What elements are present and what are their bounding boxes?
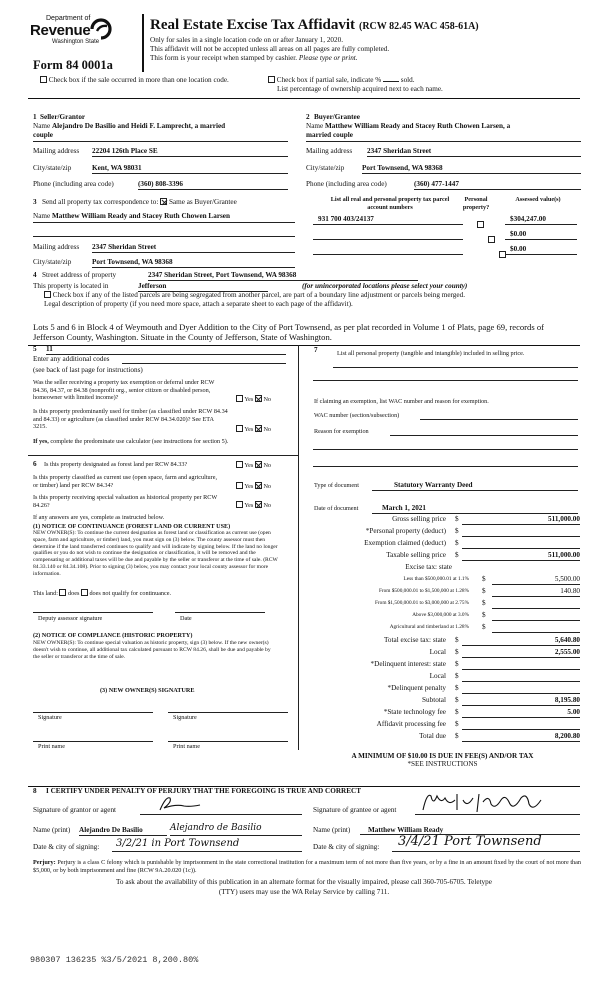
section5-num: 5 (33, 345, 37, 353)
tier2-dollar: $ (482, 587, 486, 595)
multi-location-checkbox[interactable] (40, 76, 47, 83)
see-instructions: *SEE INSTRUCTIONS (407, 760, 478, 768)
section6-q1-answer (236, 461, 271, 470)
tech-fee-dollar: $ (455, 708, 459, 716)
buyer-heading: Buyer/Grantee (314, 113, 360, 121)
parcel-row-3-line (313, 254, 463, 255)
section5-rule (28, 455, 298, 456)
section5-q1-no: No (263, 396, 271, 403)
section5-q1-yes: Yes (244, 396, 254, 403)
section6-q1-no-checkbox[interactable] (255, 461, 262, 468)
owner-print-line-1 (33, 741, 153, 742)
section5-q1: Was the seller receiving a property tax exemption or deferral under RCW 84.36, 84.37, or 84.38 (nonprofit org., senior citizen or disabled person, homeowner with limited income)? (33, 379, 215, 401)
section6-q3-yes: Yes (244, 502, 254, 509)
parcel-row-1-number[interactable]: 931 700 403/24137 (318, 215, 374, 223)
owner-sig-line-2 (168, 712, 288, 713)
tier1-label: Less than $500,000.01 at 1.1% (403, 576, 469, 582)
total-due-value[interactable]: 8,200.80 (462, 732, 580, 742)
dor-dept-line1: Department of (46, 15, 91, 22)
notice1-title: (1) NOTICE OF CONTINUANCE (FOREST LAND OR CURRENT USE) (33, 523, 231, 530)
grantor-sig-label: Signature of grantor or agent (33, 806, 117, 814)
correspondence-name-row (33, 212, 295, 221)
grantee-name-label: Name (print) (313, 826, 351, 834)
buyer-mailing[interactable]: 2347 Sheridan Street (367, 147, 581, 157)
grantor-sig-field[interactable] (140, 796, 302, 815)
correspondence-city[interactable]: Port Townsend, WA 98368 (92, 258, 295, 268)
seller-city-label: City/state/zip (33, 164, 72, 172)
correspondence-name[interactable]: Matthew William Ready and Stacey Ruth Chowen Larsen (51, 212, 230, 220)
tier4-dollar: $ (482, 611, 486, 619)
correspondence-row (33, 198, 237, 207)
tier4-value[interactable] (492, 611, 580, 621)
deputy-sig-label: Deputy assessor signature (38, 615, 103, 622)
tier2-label: From $500,000.01 to $1,500,000 at 1.28% (378, 588, 469, 594)
section7-label: List all personal property (tangible and intangible) included in selling price. (337, 350, 525, 357)
delinq-local-dollar: $ (455, 672, 459, 680)
taxable-value[interactable]: 511,000.00 (462, 551, 580, 561)
section6-q2-yes-checkbox[interactable] (236, 482, 243, 489)
section5-q2-no-checkbox[interactable] (255, 425, 262, 432)
tier3-value[interactable] (492, 599, 580, 609)
parcel-row-1-line (313, 224, 463, 225)
property-segregated-checkbox[interactable] (44, 291, 51, 298)
section5-if-yes (33, 438, 248, 446)
seller-phone-label: Phone (including area code) (33, 180, 114, 188)
partial-sale-label: Check box if partial sale, indicate % (276, 76, 382, 84)
owner-sig-label-2: Signature (173, 714, 197, 721)
deputy-date-line (175, 612, 265, 613)
property-street-label: Street address of property (42, 271, 117, 279)
grantee-sig-field[interactable] (415, 796, 580, 815)
buyer-phone-label: Phone (including area code) (306, 180, 387, 188)
form-title-suffix: (RCW 82.45 WAC 458-61A) (359, 21, 479, 32)
parcel-row-2-personal-checkbox[interactable] (488, 236, 495, 243)
delinq-state-value[interactable] (462, 660, 580, 670)
section6-q1-yes: Yes (244, 462, 254, 469)
this-land-label: This land: (33, 590, 58, 597)
total-state-value[interactable]: 5,640.80 (462, 636, 580, 646)
local-dollar: $ (455, 648, 459, 656)
header-divider (142, 14, 144, 72)
multi-location-row (40, 76, 229, 85)
seller-name-2[interactable]: couple (33, 131, 53, 139)
buyer-city[interactable]: Port Townsend, WA 98368 (362, 164, 581, 174)
section6-q2-no-checkbox[interactable] (255, 482, 262, 489)
total-due-label: Total due (419, 732, 446, 740)
deputy-sig-line (33, 612, 153, 613)
partial-sale-note: List percentage of ownership acquired next to each name. (277, 85, 443, 93)
doc-type-label: Type of document (314, 482, 359, 489)
tech-fee-label: *State technology fee (383, 708, 446, 716)
tier1-dollar: $ (482, 575, 486, 583)
correspondence-num: 3 (33, 198, 37, 206)
ag-label: Agricultural and timberland at 1.28% (389, 624, 469, 630)
grantor-handwritten-name[interactable]: Alejandro de Basilio (170, 823, 302, 836)
header-rule (28, 98, 580, 99)
parcel-row-1-value[interactable]: $304,247.00 (510, 215, 546, 223)
correspondence-mailing-label: Mailing address (33, 243, 80, 251)
dor-dept-line3: Washington State (52, 39, 100, 45)
header-note-3-italic: Please type or print. (298, 54, 358, 62)
section5-q2-yes: Yes (244, 426, 254, 433)
partial-sale-sold: sold. (400, 76, 415, 84)
buyer-phone[interactable]: (360) 477-1447 (414, 180, 581, 190)
perjury-block (33, 859, 581, 874)
exemption-claimed-value[interactable] (462, 539, 580, 549)
grantor-name-label: Name (print) (33, 826, 71, 834)
correspondence-city-label: City/state/zip (33, 258, 72, 266)
minimum-due: A MINIMUM OF $10.00 IS DUE IN FEE(S) AND/OR TAX (351, 752, 534, 760)
tech-fee-value[interactable]: 5.00 (462, 708, 580, 718)
property-segregated-row (44, 291, 584, 300)
grantee-signature (417, 790, 557, 816)
reason-label: Reason for exemption (314, 428, 369, 435)
section6-if-any: If any answers are yes, complete as instructed below. (33, 514, 165, 521)
total-state-label: Total excise tax: state (384, 636, 446, 644)
delinq-pen-value[interactable] (462, 684, 580, 694)
section7-line-2 (313, 380, 578, 381)
property-street[interactable]: 2347 Sheridan Street, Port Townsend, WA 98368 (148, 271, 418, 281)
buyer-mailing-label: Mailing address (306, 147, 353, 155)
doc-date-label: Date of document (314, 505, 359, 512)
this-land-row (33, 589, 171, 598)
exemption-label: If claiming an exemption, list WAC number and reason for exemption. (314, 398, 489, 405)
correspondence-line-2 (33, 236, 295, 237)
section6-q2-yes: Yes (244, 483, 254, 490)
personal-dollar: $ (455, 527, 459, 535)
affidavit-fee-value[interactable] (462, 720, 580, 730)
section6-q1: Is this property designated as forest land per RCW 84.33? (44, 461, 188, 468)
local-value[interactable]: 2,555.00 (462, 648, 580, 658)
property-legal-label: Legal description of property (if you need more space, attach a separate sheet to each page of the affidavit). (44, 300, 353, 308)
section6-num: 6 (33, 460, 37, 468)
certify-text: I CERTIFY UNDER PENALTY OF PERJURY THAT THE FOREGOING IS TRUE AND CORRECT (46, 787, 361, 795)
section6-q3-answer (236, 501, 271, 510)
doc-date[interactable]: March 1, 2021 (372, 504, 578, 514)
gross-dollar: $ (455, 515, 459, 523)
personal-label: *Personal property (deduct) (365, 527, 446, 535)
parcel-row-2-value[interactable]: $0.00 (510, 230, 527, 238)
section5-q2-answer (236, 425, 271, 434)
tier3-dollar: $ (482, 599, 486, 607)
notice1-body: NEW OWNER(S): To continue the current designation as forest land or classification as current use (open space, farm and agriculture, or timber) land, you must sign on (3) below. The county assessor must then determine if the land transferred continues to qualify and will indicate by signing below. If the land no longer qualifies or you do not wish to continue the designation or classification, it will be removed and the compensating or additional taxes will be due and payable by the seller or transferor at the time of sale. (RCW 84.33.140 or 84.34.108). Prior to signing (3) below, you may contact your local county assessor for more information. (33, 530, 278, 577)
buyer-name-2[interactable]: married couple (306, 131, 353, 139)
ag-dollar: $ (482, 623, 486, 631)
grantor-signature (156, 794, 216, 814)
perjury-text: Perjury is a class C felony which is punishable by imprisonment in the state correctional institution for a maximum term of not more than five years, or by a fine in an amount fixed by the court of not more than $5,000, or by both imprisonment and fine (RCW 9A.20.020 (1c)). (33, 859, 581, 874)
header-note-3-text: This form is your receipt when stamped by cashier. (150, 54, 298, 62)
seller-phone[interactable]: (360) 808-3396 (138, 180, 288, 190)
gross-value[interactable]: 511,000.00 (462, 515, 580, 525)
notice2-title: (2) NOTICE OF COMPLIANCE (HISTORIC PROPERTY) (33, 632, 193, 639)
section6-q3-no: No (263, 502, 271, 509)
parcel-row-1-personal-checkbox[interactable] (477, 221, 484, 228)
property-segregated-label: Check box if any of the listed parcels are being segregated from another parcel, are part of a boundary line adjustment or parcels being merged. (52, 291, 465, 299)
reason-line-2 (313, 449, 578, 450)
this-land-does-not-checkbox[interactable] (81, 589, 88, 596)
parcel-row-3-value-line (505, 254, 577, 255)
excise-state-label: Excise tax: state (405, 563, 452, 571)
tier3-label: From $1,500,000.01 to $3,000,000 at 2.75% (374, 600, 469, 606)
reason-field[interactable] (390, 428, 578, 436)
section7-num: 7 (314, 346, 318, 354)
section6-q2-answer (236, 482, 271, 491)
section5-q1-yes-checkbox[interactable] (236, 395, 243, 402)
column-divider (298, 345, 299, 750)
cashier-stamp: 980307 136235 %3/5/2021 8,200.80% (30, 955, 199, 965)
notice2-body: NEW OWNER(S): To continue special valuation as historic property, sign (3) below. If the new owner(s) doesn't wish to continue, all additional tax calculated pursuant to RCW 84.26, shall be due and payable by the seller or transferor at the time of sale. (33, 640, 271, 660)
ag-value[interactable] (492, 623, 580, 633)
correspondence-name-label: Name (33, 212, 51, 220)
parcel-row-2-value-line (505, 239, 577, 240)
notice3-title: (3) NEW OWNER(S) SIGNATURE (100, 687, 195, 694)
section5-q2: Is this property predominantly used for timber (as classified under RCW 84.34 and 84.33) or agriculture (as classified under RCW 84.34.020)? See ETA 3215. (33, 408, 228, 430)
personal-value[interactable] (462, 527, 580, 537)
same-as-buyer-label: Same as Buyer/Grantee (168, 198, 237, 206)
partial-sale-checkbox[interactable] (268, 76, 275, 83)
perjury-label: Perjury: (33, 859, 56, 866)
owner-sig-label-1: Signature (38, 714, 62, 721)
affidavit-fee-dollar: $ (455, 720, 459, 728)
form-title: Real Estate Excise Tax Affidavit (150, 17, 355, 33)
grantee-date-city-label: Date & city of signing: (313, 843, 380, 851)
buyer-name-line (306, 141, 581, 142)
affidavit-fee-label: Affidavit processing fee (376, 720, 446, 728)
parcels-col3-header: Assessed value(s) (515, 196, 561, 203)
section5-q2-yes-checkbox[interactable] (236, 425, 243, 432)
delinq-local-label: Local (429, 672, 446, 680)
section6-q2: Is this property classified as current use (open space, farm and agriculture, or timber) land per RCW 84.34? (33, 474, 218, 489)
partial-sale-percent-field[interactable] (383, 81, 399, 82)
this-land-does: does (68, 590, 80, 597)
this-land-does-checkbox[interactable] (59, 589, 66, 596)
grantee-name[interactable]: Matthew William Ready (360, 826, 580, 835)
section5-if-yes-rest: complete the predominate use calculator (see instructions for section 5). (50, 438, 229, 445)
property-located[interactable]: Jefferson (138, 282, 268, 292)
grantor-name[interactable]: Alejandro De Basilio (79, 826, 167, 836)
header-note-3 (150, 54, 358, 63)
correspondence-label: Send all property tax correspondence to: (41, 198, 159, 206)
dor-dept-line2: Revenue (30, 22, 91, 39)
buyer-city-label: City/state/zip (306, 164, 345, 172)
total-due-dollar: $ (455, 732, 459, 740)
seller-mailing-label: Mailing address (33, 147, 80, 155)
section6-q3-yes-checkbox[interactable] (236, 501, 243, 508)
dor-logo-icon (88, 18, 114, 40)
seller-name[interactable]: Alejandro De Basilio and Heidi F. Lamprecht, a married (51, 122, 226, 130)
section5-q1-no-checkbox[interactable] (255, 395, 262, 402)
correspondence-mailing[interactable]: 2347 Sheridan Street (92, 243, 295, 253)
owner-print-label-2: Print name (173, 743, 200, 750)
tier4-label: Above $3,000,000 at 3.0% (412, 612, 469, 618)
section7-line-1 (333, 367, 578, 368)
parcels-col1-header: List all real and personal property tax parcel account numbers (330, 196, 450, 211)
delinq-pen-dollar: $ (455, 684, 459, 692)
correspondence-line-1 (33, 222, 295, 223)
section5-codes-label: Enter any additional codes (33, 355, 110, 363)
seller-name-row (33, 122, 288, 131)
section6-q2-no: No (263, 483, 271, 490)
deputy-date-label: Date (180, 615, 192, 622)
form-number: Form 84 0001a (33, 58, 113, 72)
partial-sale-row (268, 76, 415, 85)
section5-if-yes-bold: If yes, (33, 438, 49, 445)
subtotal-label: Subtotal (422, 696, 446, 704)
form-title-block (150, 16, 479, 34)
buyer-num: 2 (306, 113, 310, 121)
subtotal-value[interactable]: 8,195.80 (462, 696, 580, 706)
buyer-name-row (306, 122, 581, 131)
exemption-claimed-dollar: $ (455, 539, 459, 547)
ask-line-1: To ask about the availability of this publication in an alternate format for the visually impaired, please call 360-705-6705. Teletype (116, 878, 492, 886)
section5-q1-answer (236, 395, 271, 404)
header-note-2: This affidavit will not be accepted unless all areas on all pages are fully completed. (150, 45, 390, 53)
property-located-label: This property is located in (33, 282, 109, 290)
tier1-value[interactable]: 5,500.00 (492, 575, 580, 585)
owner-sig-line-1 (33, 712, 153, 713)
section6-q3-no-checkbox[interactable] (255, 501, 262, 508)
owner-print-line-2 (168, 741, 288, 742)
parcel-row-2-line (313, 239, 463, 240)
section5-value[interactable]: 11 (46, 345, 286, 355)
subtotal-dollar: $ (455, 696, 459, 704)
section5-q2-no: No (263, 426, 271, 433)
parcels-col2-header: Personal property? (462, 196, 490, 211)
taxable-dollar: $ (455, 551, 459, 559)
doc-type[interactable]: Statutory Warranty Deed (372, 481, 578, 491)
seller-heading: Seller/Grantor (40, 113, 86, 121)
wac-field[interactable] (420, 412, 578, 420)
dor-logo (30, 15, 125, 50)
grantee-sig-label: Signature of grantee or agent (313, 806, 397, 814)
property-unincorporated: (for unincorporated locations please select your county) (302, 282, 468, 290)
gross-label: Gross selling price (392, 515, 446, 523)
tier2-value[interactable]: 140.80 (492, 587, 580, 597)
delinq-pen-label: *Delinquent penalty (387, 684, 446, 692)
owner-print-label-1: Print name (38, 743, 65, 750)
local-label: Local (429, 648, 446, 656)
seller-city[interactable]: Kent, WA 98031 (92, 164, 288, 174)
reason-line-3 (313, 466, 578, 467)
section5-codes-note: (see back of last page for instructions) (33, 366, 143, 374)
section5-codes-field[interactable] (122, 355, 286, 364)
same-as-buyer-checkbox[interactable] (160, 198, 167, 205)
grantor-date-city[interactable]: 3/2/21 in Port Townsend (112, 838, 302, 852)
section6-q1-no: No (263, 462, 271, 469)
seller-name-line (33, 141, 288, 142)
parcel-row-1-value-line (505, 224, 577, 225)
taxable-label: Taxable selling price (386, 551, 446, 559)
section6-q3: Is this property receiving special valuation as historical property per RCW 84.26? (33, 494, 218, 509)
section8-num: 8 (33, 787, 37, 795)
header-note-1: Only for sales in a single location code on or after January 1, 2020. (150, 36, 344, 44)
parcel-row-3-value[interactable]: $0.00 (510, 245, 527, 253)
this-land-does-not: does not qualify for continuance. (89, 590, 172, 597)
ask-line-2: (TTY) users may use the WA Relay Service by calling 711. (218, 888, 390, 896)
seller-name-label: Name (33, 122, 51, 130)
delinq-state-label: *Delinquent interest: state (370, 660, 446, 668)
wac-label: WAC number (section/subsection) (314, 412, 400, 419)
buyer-name-label: Name (306, 122, 324, 130)
total-state-dollar: $ (455, 636, 459, 644)
grantor-date-city-label: Date & city of signing: (33, 843, 100, 851)
grantee-date-city[interactable]: 3/4/21 Port Townsend (392, 834, 580, 852)
property-legal[interactable]: Lots 5 and 6 in Block 4 of Weymouth and Dyer Addition to the City of Port Townsend, as per plat recorded in Volume 1 of Plats, page 69, records of Jefferson County, Washington. Situate in the County of Jefferson, State of Washington. (33, 322, 544, 342)
buyer-name[interactable]: Matthew William Ready and Stacey Ruth Chowen Larsen, a (324, 122, 511, 130)
seller-mailing[interactable]: 22204 126th Place SE (92, 147, 288, 157)
property-num: 4 (33, 271, 37, 279)
delinq-local-value[interactable] (462, 672, 580, 682)
seller-num: 1 (33, 113, 37, 121)
multi-location-label: Check box if the sale occurred in more than one location code. (48, 76, 229, 84)
delinq-state-dollar: $ (455, 660, 459, 668)
section6-q1-yes-checkbox[interactable] (236, 461, 243, 468)
exemption-claimed-label: Exemption claimed (deduct) (364, 539, 446, 547)
